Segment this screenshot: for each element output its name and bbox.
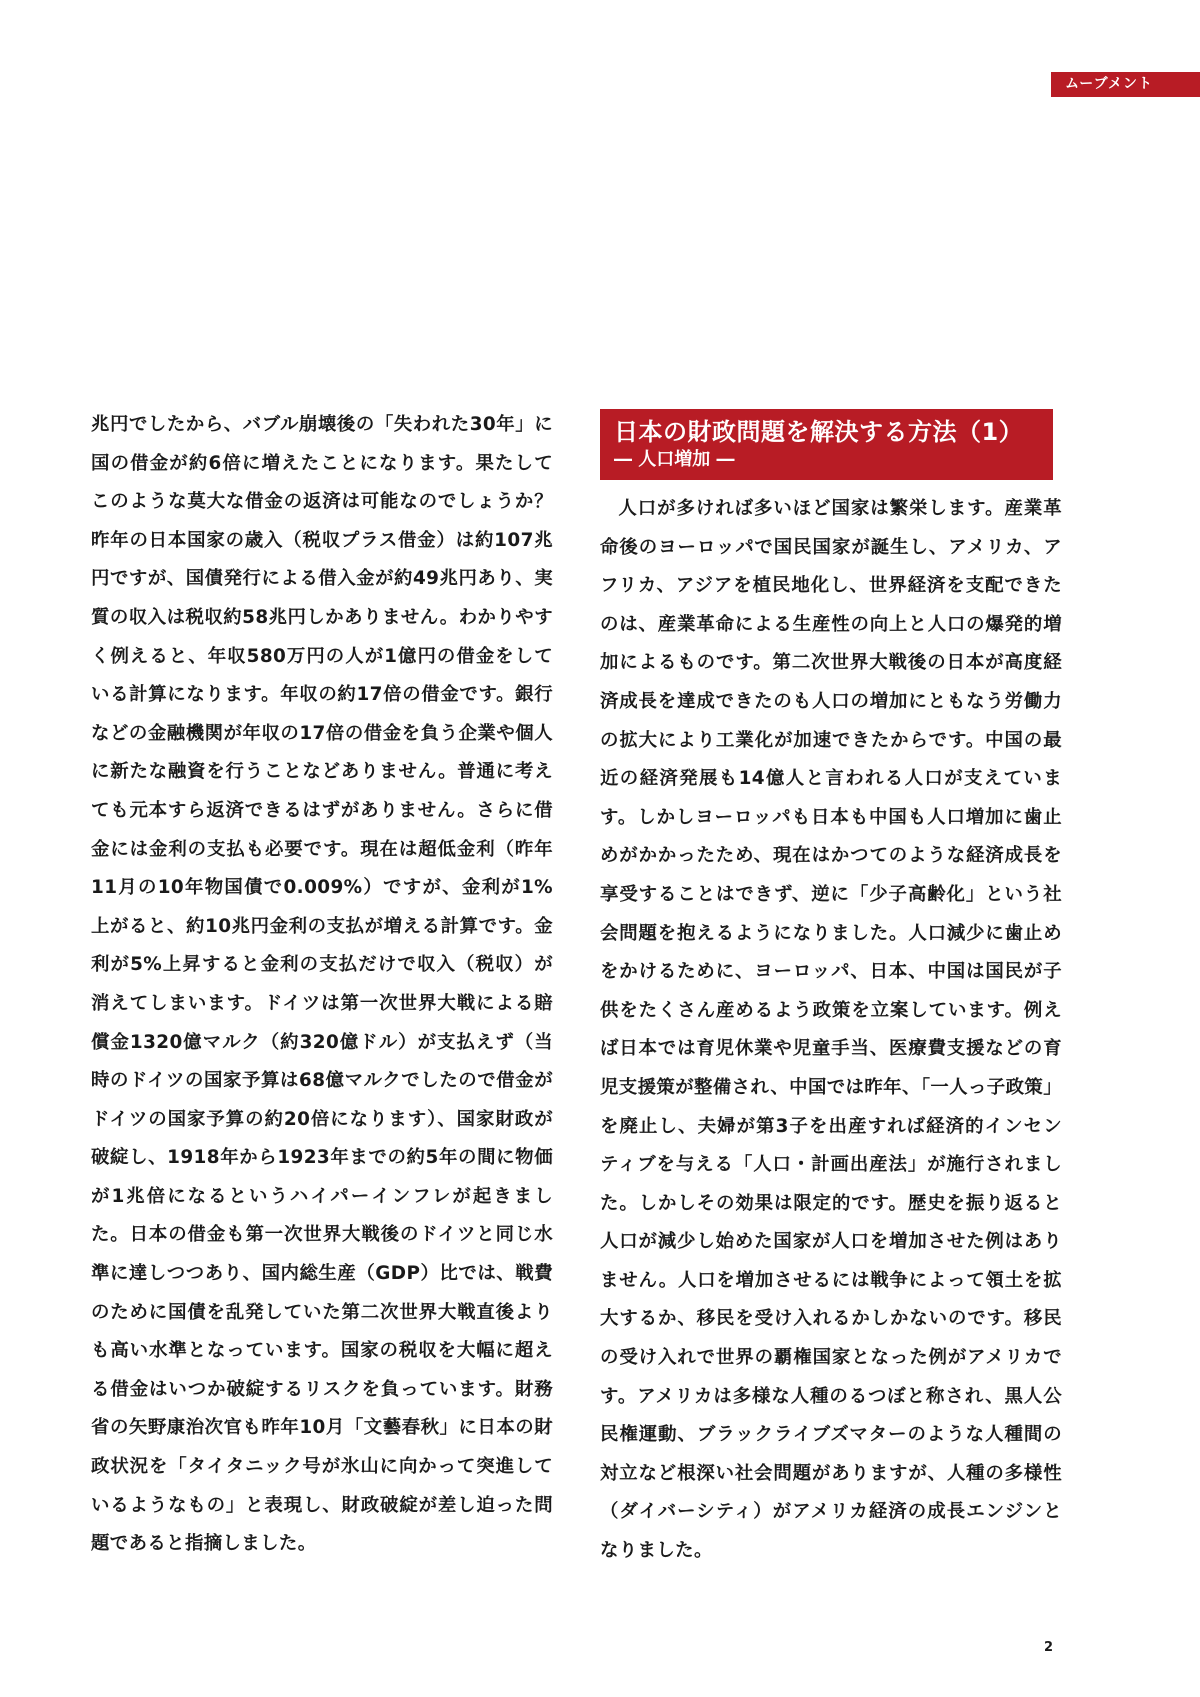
right-column-body: 人口が多ければ多いほど国家は繁栄します。産業革命後のヨーロッパで国民国家が誕生し、アメリカ、アフリカ、アジアを植民地化し、世界経済を支配できたのは、産業革命による生産性の向上と人口の爆発的増加によるものです。第二次世界大戦後の日本が高度経済成長を達成できたのも人口の増加にともなう労働力の拡大により工業化が加速できたからです。中国の最近の経済発展も14億人と言われる人口が支えています。しかしヨーロッパも日本も中国も人口増加に歯止めがかかったため、現在はかつてのような経済成長を享受することはできず、逆に「少子高齢化」という社会問題を抱えるようになりました。人口減少に歯止めをかけるために、ヨーロッパ、日本、中国は国民が子供をたくさん産めるよう政策を立案しています。例えば日本では育児休業や児童手当、医療費支援などの育児支援策が整備され、中国では昨年、「一人っ子政策」を廃止し、夫婦が第3子を出産すれば経済的インセンティブを与える「人口・計画出産法」が施行されました。しかしその効果は限定的です。歴史を振り返ると人口が減少し始めた国家が人口を増加させた例はありません。人口を増加させるには戦争によって領土を拡大するか、移民を受け入れるかしかないのです。移民の受け入れで世界の覇権国家となった例がアメリカです。アメリカは多様な人種のるつぼと称され、黒人公民権運動、ブラックライブズマターのような人種間の対立など根深い社会問題がありますが、人種の多様性（ダイバーシティ）がアメリカ経済の成長エンジンとなりました。 (600, 498, 1062, 1562)
left-column-body: 兆円でしたから、バブル崩壊後の「失われた30年」に国の借金が約6倍に増えたことになります。果たしてこのような莫大な借金の返済は可能なのでしょうか？昨年の日本国家の歳入（税収プラス借金）は約107兆円ですが、国債発行による借入金が約49兆円あり、実質の収入は税収約58兆円しかありません。わかりやすく例えると、年収580万円の人が1億円の借金をしている計算になります。年収の約17倍の借金です。銀行などの金融機関が年収の17倍の借金を負う企業や個人に新たな融資を行うことなどありません。普通に考えても元本すら返済できるはずがありません。さらに借金には金利の支払も必要です。現在は超低金利（昨年11月の10年物国債で0.009%）ですが、金利が1%上がると、約10兆円金利の支払が増える計算です。金利が5%上昇すると金利の支払だけで収入（税収）が消えてしまいます。ドイツは第一次世界大戦による賠償金1320億マルク（約320億ドル）が支払えず（当時のドイツの国家予算は68億マルクでしたので借金がドイツの国家予算の約20倍になります）、国家財政が破綻し、1918年から1923年までの約5年の間に物価が1兆倍になるというハイパーインフレが起きました。日本の借金も第一次世界大戦後のドイツと同じ水準に達しつつあり、国内総生産（GDP）比では、戦費のために国債を乱発していた第二次世界大戦直後よりも高い水準となっています。国家の税収を大幅に超える借金はいつか破綻するリスクを負っています。財務省の矢野康治次官も昨年10月「文藝春秋」に日本の財政状況を「タイタニック号が氷山に向かって突進しているようなもの」と表現し、財政破綻が差し迫った問題であると指摘しました。 (91, 414, 553, 1555)
section-heading-title: 日本の財政問題を解決する方法（1） (614, 418, 1024, 446)
section-heading-subtitle: ― 人口増加 ― (614, 449, 735, 470)
section-heading (600, 409, 1053, 480)
page-number: 2 (1044, 1640, 1054, 1655)
section-tag: ムーブメント (1051, 72, 1200, 97)
